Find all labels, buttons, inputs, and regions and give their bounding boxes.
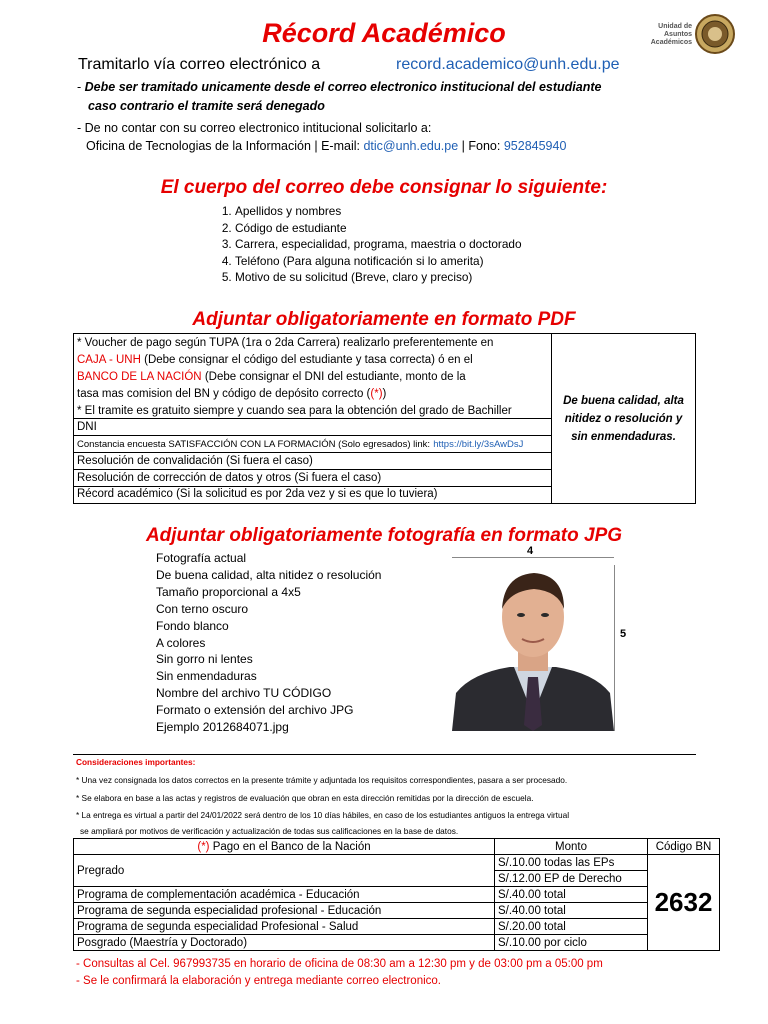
sample-photo-image (452, 565, 614, 731)
table-row (74, 855, 720, 871)
list-item: Con terno oscuro (156, 601, 249, 616)
list-item: 2. Código de estudiante (235, 220, 522, 237)
jpg-heading: Adjuntar obligatoriamente fotografía en formato JPG (145, 525, 623, 546)
unit-logo-text: Unidad de Asuntos Académicos (650, 23, 692, 46)
consultation-note: - Consultas al Cel. 967993735 en horario de oficina de 08:30 am a 12:30 pm y de 03:00 pm a 05:00 pm (76, 958, 603, 970)
constancia-link[interactable]: https://bit.ly/3sAwDsJ (433, 439, 524, 450)
consideration-line: se ampliará por motivos de verificación y actualización de todas sus calificaciones en la base de datos. (80, 826, 459, 836)
list-item: 3. Carrera, especialidad, programa, maestria o doctorado (235, 236, 522, 253)
photo-height-line (614, 565, 615, 731)
pdf-heading: Adjuntar obligatoriamente en formato PDF (192, 309, 576, 330)
row-amount: S/.20.00 total (495, 919, 648, 935)
section-divider (73, 754, 696, 755)
photo-requirements-list (156, 550, 381, 736)
row-amount: S/.10.00 por ciclo (495, 935, 648, 951)
payment-header: (*) Pago en el Banco de la Nación (74, 839, 495, 855)
row-amount: S/.12.00 EP de Derecho (495, 871, 648, 887)
row-label: Programa de segunda especialidad profesional - Educación (74, 903, 495, 919)
university-seal-icon (695, 14, 735, 54)
payment-table (73, 838, 720, 951)
code-header: Código BN (648, 839, 720, 855)
table-row (74, 887, 720, 903)
list-item: Fotografía actual (156, 551, 247, 565)
page-title: Récord Académico (262, 18, 506, 48)
convalidacion-cell: Resolución de convalidación (Si fuera el caso) (74, 453, 551, 470)
table-header-row (74, 839, 720, 855)
row-label: Programa de segunda especialidad Profesional - Salud (74, 919, 495, 935)
list-item: Formato o extensión del archivo JPG (156, 703, 354, 718)
institutional-email-note: - Debe ser tramitado unicamente desde el correo electronico institucional del estudiante (77, 80, 602, 94)
row-label: Pregrado (74, 855, 495, 887)
photo-width-line (452, 557, 614, 558)
bn-code: 2632 (648, 855, 720, 951)
list-item: 5. Motivo de su solicitud (Breve, claro y preciso) (235, 269, 522, 286)
list-item: Sin enmendaduras (156, 669, 257, 684)
list-item: Tamaño proporcional a 4x5 (156, 584, 301, 599)
record-email-link[interactable]: record.academico@unh.edu.pe (396, 56, 620, 73)
list-item: Nombre del archivo TU CÓDIGO (156, 686, 332, 701)
row-amount: S/.10.00 todas las EPs (495, 855, 648, 871)
list-item: Ejemplo 2012684071.jpg (156, 720, 289, 735)
table-row (74, 903, 720, 919)
quality-note: De buena calidad, alta nitidez o resolución y sin enmendaduras. (551, 334, 695, 503)
row-amount: S/.40.00 total (495, 887, 648, 903)
row-label: Posgrado (Maestría y Doctorado) (74, 935, 495, 951)
dni-cell: DNI (74, 419, 551, 436)
voucher-cell: * Voucher de pago según TUPA (1ra o 2da Carrera) realizarlo preferentemente en CAJA - UNH (Debe consignar el código del estudiante y tasa correcta) ó en el BANCO DE LA NACIÓN (Debe consignar el DNI del estudiante, monto de la tasa mas comision del BN y código de depósito correcto ((*)) * El tramite es gratuito siempre y cuando sea para la obtención del grado de Bachiller (74, 334, 551, 419)
record-cell: Récord académico (Si la solicitud es por 2da vez y si es que lo tuviera) (77, 488, 438, 500)
table-row (74, 919, 720, 935)
considerations-title: Consideraciones importantes: (76, 757, 196, 767)
list-item: A colores (156, 635, 206, 650)
row-amount: S/.40.00 total (495, 903, 648, 919)
consideration-line: * Se elabora en base a las actas y registros de evaluación que obran en esta dirección remitidas por la dirección de escuela. (76, 793, 534, 803)
row-label: Programa de complementación académica - Educación (74, 887, 495, 903)
email-body-heading: El cuerpo del correo debe consignar lo siguiente: (160, 177, 608, 198)
photo-width-label: 4 (527, 545, 534, 557)
list-item: De buena calidad, alta nitidez o resolución (156, 567, 382, 582)
consideration-line: * La entrega es virtual a partir del 24/01/2022 será dentro de los 10 días hábiles, en caso de los estudiantes antiguos la entrega virtual (76, 810, 570, 820)
dtic-email-link[interactable]: dtic@unh.edu.pe (363, 139, 459, 153)
table-row (74, 935, 720, 951)
constancia-cell: Constancia encuesta SATISFACCIÓN CON LA FORMACIÓN (Solo egresados) link: https://bit.ly/3sAwDsJ (74, 436, 551, 453)
consideration-line: * Una vez consignada los datos correctos en la presente trámite y adjuntada los requisitos correspondientes, pasara a ser procesado. (76, 775, 568, 785)
pdf-requirements-table (73, 333, 696, 504)
oti-contact: Oficina de Tecnologias de la Información | E-mail: dtic@unh.edu.pe | Fono: 952845940 (86, 139, 567, 153)
email-body-list (217, 203, 522, 286)
list-item: 1. Apellidos y nombres (235, 203, 522, 220)
oti-phone: 952845940 (503, 139, 567, 153)
photo-height-label: 5 (620, 628, 627, 640)
list-item: Sin gorro ni lentes (156, 652, 253, 667)
amount-header: Monto (495, 839, 648, 855)
list-item: 4. Teléfono (Para alguna notificación si lo amerita) (235, 253, 522, 270)
list-item: Fondo blanco (156, 618, 229, 633)
confirmation-note: - Se le confirmará la elaboración y entrega mediante correo electronico. (76, 975, 441, 987)
email-instruction: Tramitarlo vía correo electrónico a (78, 56, 321, 73)
no-email-instruction: - De no contar con su correo electronico intitucional solicitarlo a: (77, 121, 432, 135)
institutional-email-note-line2: caso contrario el tramite será denegado (88, 99, 325, 113)
correccion-cell: Resolución de corrección de datos y otros (Si fuera el caso) (74, 470, 551, 487)
